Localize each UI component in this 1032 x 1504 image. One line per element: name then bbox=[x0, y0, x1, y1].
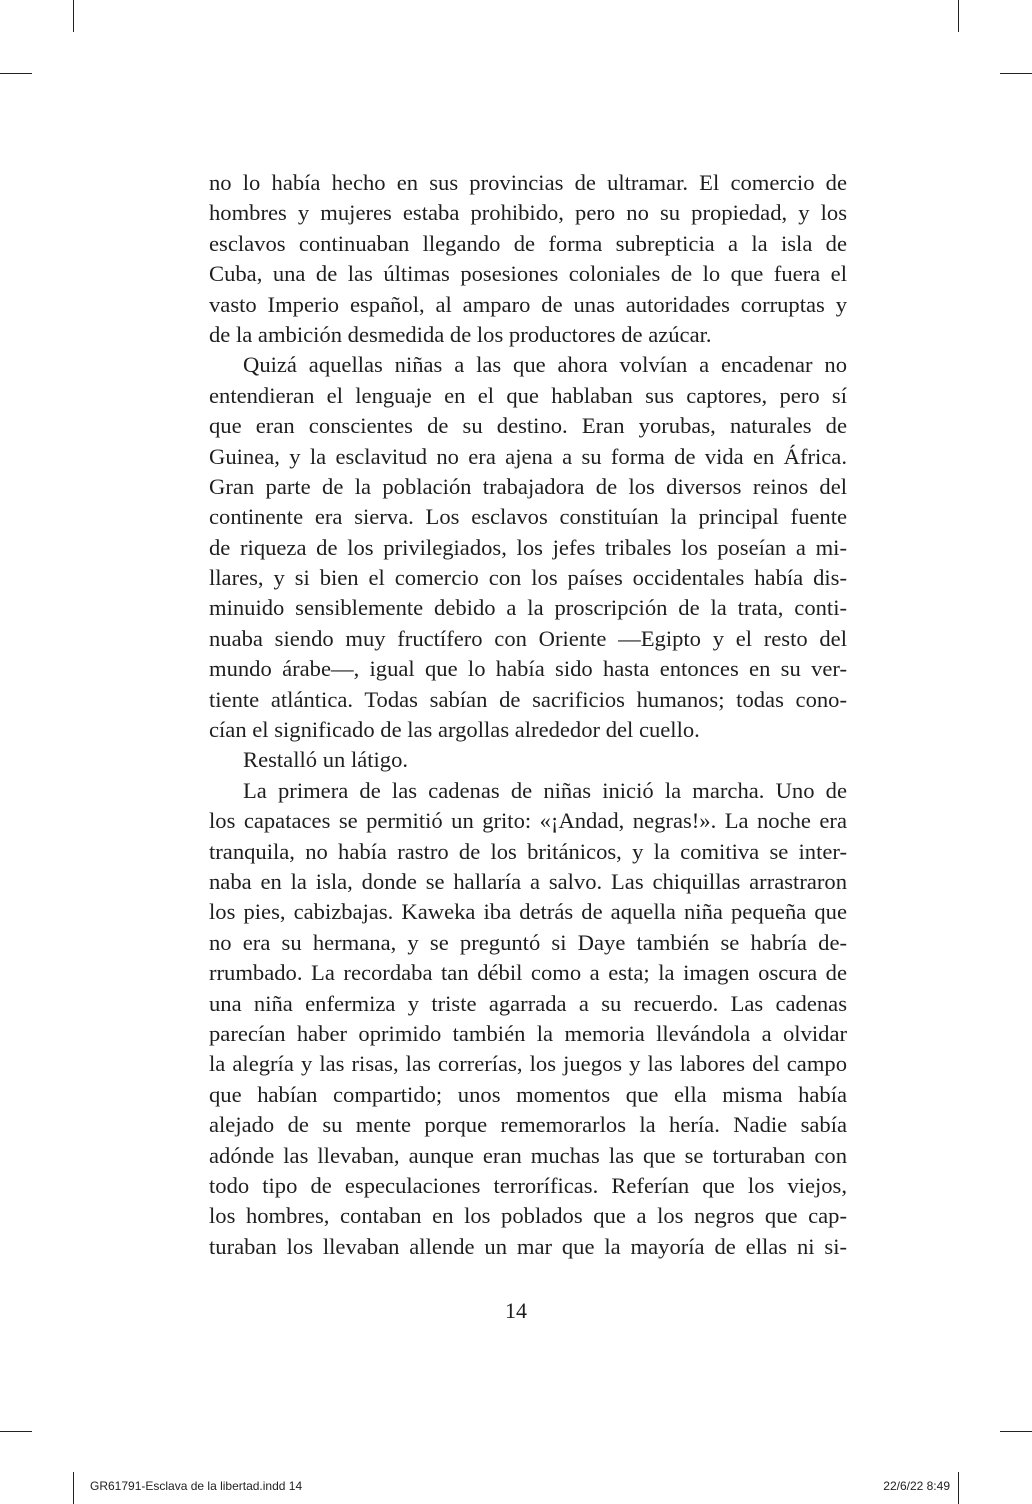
text-line: tiente atlántica. Todas sabían de sacrificios humanos; todas cono- bbox=[209, 686, 847, 712]
text-line: entendieran el lenguaje en el que hablaban sus captores, pero sí bbox=[209, 382, 847, 408]
text-line: adónde las llevaban, aunque eran muchas las que se torturaban con bbox=[209, 1142, 847, 1168]
crop-mark-top-left-horizontal bbox=[0, 73, 32, 74]
text-line: todo tipo de especulaciones terroríficas. Referían que los viejos, bbox=[209, 1172, 847, 1198]
page-number: 14 bbox=[505, 1298, 527, 1323]
text-line: hombres y mujeres estaba prohibido, pero no su propiedad, y los bbox=[209, 200, 847, 226]
text-line: que habían compartido; unos momentos que ella misma había bbox=[209, 1081, 847, 1107]
text-line: llares, y si bien el comercio con los países occidentales había dis- bbox=[209, 565, 847, 591]
crop-mark-bottom-right-vertical bbox=[958, 1472, 959, 1504]
text-line: de riqueza de los privilegiados, los jefes tribales los poseían a mi- bbox=[209, 534, 847, 560]
crop-mark-bottom-left-vertical bbox=[73, 1472, 74, 1504]
text-line: Quizá aquellas niñas a las que ahora volvían a encadenar no bbox=[243, 352, 847, 378]
crop-mark-bottom-right-horizontal bbox=[1000, 1431, 1032, 1432]
text-line: mundo árabe—, igual que lo había sido hasta entonces en su ver- bbox=[209, 656, 847, 682]
text-line: nuaba siendo muy fructífero con Oriente —Egipto y el resto del bbox=[209, 625, 847, 651]
text-line: parecían haber oprimido también la memoria llevándola a olvidar bbox=[209, 1020, 847, 1046]
text-line: Guinea, y la esclavitud no era ajena a su forma de vida en África. bbox=[209, 443, 847, 469]
text-line: que eran conscientes de su destino. Eran yorubas, naturales de bbox=[209, 413, 847, 439]
crop-mark-bottom-left-horizontal bbox=[0, 1431, 32, 1432]
paragraph bbox=[209, 350, 847, 745]
text-line: turaban los llevaban allende un mar que la mayoría de ellas ni si- bbox=[209, 1233, 847, 1259]
crop-mark-top-right-vertical bbox=[958, 0, 959, 32]
text-line: La primera de las cadenas de niñas inició la marcha. Uno de bbox=[243, 777, 847, 803]
text-line: no lo había hecho en sus provincias de ultramar. El comercio de bbox=[209, 170, 847, 195]
text-line: minuido sensiblemente debido a la proscripción de la trata, conti- bbox=[209, 595, 847, 621]
text-line: la alegría y las risas, las correrías, los juegos y las labores del campo bbox=[209, 1051, 847, 1077]
paragraph bbox=[209, 745, 847, 775]
paragraph bbox=[209, 168, 847, 350]
text-line: tranquila, no había rastro de los británicos, y la comitiva se inter- bbox=[209, 838, 847, 864]
text-line: continente era sierva. Los esclavos constituían la principal fuente bbox=[209, 504, 847, 530]
text-line: no era su hermana, y se preguntó si Daye también se habría de- bbox=[209, 929, 847, 955]
text-line: alejado de su mente porque rememorarlos la hería. Nadie sabía bbox=[209, 1112, 847, 1138]
crop-mark-top-right-horizontal bbox=[1000, 73, 1032, 74]
slug-file-name: GR61791-Esclava de la libertad.indd 14 bbox=[90, 1479, 303, 1493]
text-line: de la ambición desmedida de los productores de azúcar. bbox=[209, 321, 712, 347]
text-line: los hombres, contaban en los poblados que a los negros que cap- bbox=[209, 1203, 847, 1229]
text-line: Gran parte de la población trabajadora de los diversos reinos del bbox=[209, 473, 847, 499]
text-line: los pies, cabizbajas. Kaweka iba detrás de aquella niña pequeña que bbox=[209, 899, 847, 925]
text-line: esclavos continuaban llegando de forma subrepticia a la isla de bbox=[209, 230, 847, 256]
text-line: los capataces se permitió un grito: «¡Andad, negras!». La noche era bbox=[209, 808, 847, 834]
text-line: cían el significado de las argollas alrededor del cuello. bbox=[209, 717, 700, 743]
text-line: Cuba, una de las últimas posesiones coloniales de lo que fuera el bbox=[209, 261, 847, 287]
paragraph bbox=[209, 776, 847, 1262]
body-text bbox=[209, 168, 847, 1262]
text-line: rrumbado. La recordaba tan débil como a esta; la imagen oscura de bbox=[209, 960, 847, 986]
text-line: vasto Imperio español, al amparo de unas autoridades corruptas y bbox=[209, 291, 847, 317]
text-line: naba en la isla, donde se hallaría a salvo. Las chiquillas arrastraron bbox=[209, 868, 847, 894]
slug-datetime: 22/6/22 8:49 bbox=[883, 1479, 950, 1493]
text-line: una niña enfermiza y triste agarrada a su recuerdo. Las cadenas bbox=[209, 990, 847, 1016]
crop-mark-top-left-vertical bbox=[73, 0, 74, 32]
text-line: Restalló un látigo. bbox=[243, 747, 409, 773]
